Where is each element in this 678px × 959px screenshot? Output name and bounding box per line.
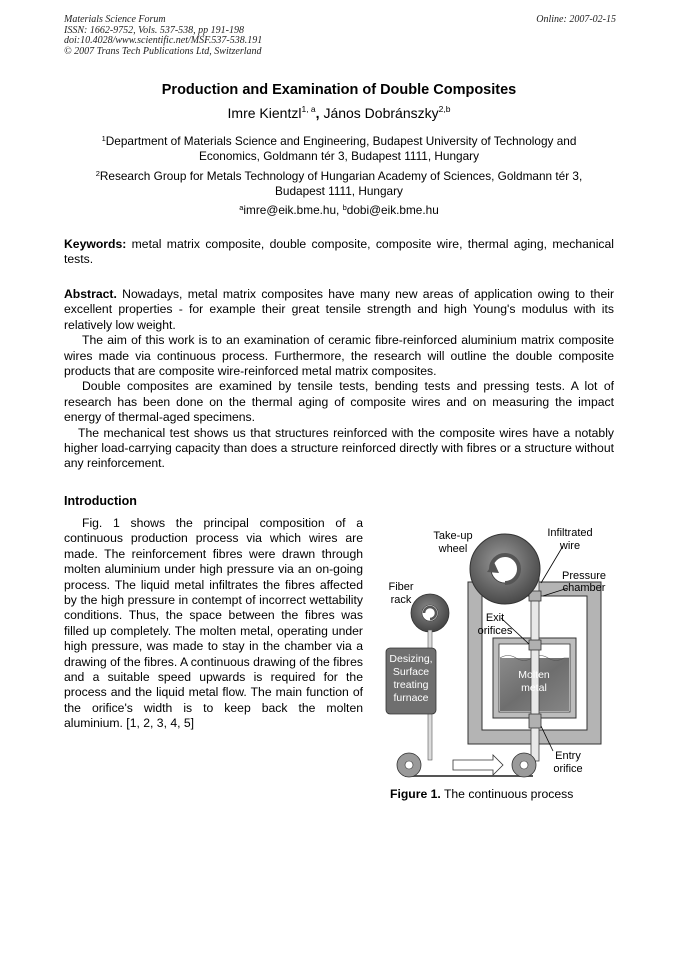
label-desizing: Desizing, <box>389 653 433 665</box>
abstract-p2: The aim of this work is to an examination of ceramic fibre-reinforced aluminium matrix composite wires made via continuous process. Furthermore, the research will outline the double composite products that are composite wire-reinforced metal matrix composites. <box>64 333 614 379</box>
email-b: dobi@eik.bme.hu <box>346 203 439 217</box>
label-infiltrated: Infiltrated <box>547 527 593 539</box>
affiliation-2-num: 2 <box>95 169 100 178</box>
take-up-wheel <box>470 534 540 604</box>
paper-title: Production and Examination of Double Composites <box>161 82 517 98</box>
email-a-sup: a <box>239 203 244 212</box>
entry-orifice <box>529 714 541 728</box>
affiliation-1-num: 1 <box>101 134 106 143</box>
wire-path <box>529 573 541 761</box>
label-chamber: chamber <box>562 582 606 594</box>
label-rack: rack <box>390 594 412 606</box>
introduction-text: Fig. 1 shows the principal composition of a continuous production process via which wires are made. The reinforcement fibres were drawn through molten aluminium under high pressure via an on-going process. The liquid metal infiltrates the fibres affected by the high pressure in contempt of incorrect wettability conditions. Thus, the space between the fibres was filled up completely. The molten metal, operating under high pressure, was made to stay in the chamber via a drawing of the fibres. A continuous drawing of the fibres and a suitable speed upwards is required for the process and the liquid metal flow. The main function of the orifice's width is to keep back the molten aluminium. [1, 2, 3, 4, 5] <box>64 516 363 731</box>
affiliation-1 <box>70 131 608 164</box>
introduction-heading: Introduction <box>64 494 137 508</box>
email-a: imre@eik.bme.hu <box>243 203 337 217</box>
label-pressure: Pressure <box>561 570 607 582</box>
abstract-p3: Double composites are examined by tensile tests, bending tests and pressing tests. A lot of research has been done on the thermal aging of composite wires and on measuring the impact energy of thermal-aged specimens. <box>64 379 614 425</box>
figure-caption <box>390 787 600 801</box>
label-surface: Surface <box>392 666 430 678</box>
label-exit: Exit <box>485 612 505 624</box>
label-entry: Entry <box>555 750 581 762</box>
abstract-p1 <box>64 287 614 333</box>
label-furnace: furnace <box>393 692 429 704</box>
affiliation-1-text: Department of Materials Science and Engineering, Budapest University of Technology and Economics, Goldmann tér 3, Budapest 1111, Hungary <box>105 134 577 163</box>
label-wire: wire <box>559 540 581 552</box>
caption-text: The continuous process <box>440 787 574 801</box>
label-wheel: wheel <box>438 543 468 555</box>
issn-line: ISSN: 1662-9752, Vols. 537-538, pp 191-198 <box>64 24 244 36</box>
author-2: János Dobránszky <box>323 105 439 121</box>
author-line <box>0 104 678 121</box>
copyright-line: © 2007 Trans Tech Publications Ltd, Switzerland <box>64 45 262 57</box>
affiliation-2-text: Research Group for Metals Technology of Hungarian Academy of Sciences, Goldmann tér 3, Budapest 1111, Hungary <box>99 169 583 198</box>
online-date: Online: 2007-02-15 <box>536 14 616 25</box>
abstract-p1-text: Nowadays, metal matrix composites have many new areas of application owing to their excellent properties - for example their great tensile strength and high Young's modulus with its relatively low weight. <box>64 287 614 332</box>
journal-header <box>64 15 262 57</box>
caption-label: Figure 1. <box>390 787 441 801</box>
label-fiber: Fiber <box>388 581 414 593</box>
journal-name: Materials Science Forum <box>64 14 166 25</box>
author-2-sup: 2,b <box>438 104 451 114</box>
doi-line: doi:10.4028/www.scientific.net/MSF.537-538.191 <box>64 35 263 46</box>
fiber-rack <box>411 594 449 632</box>
email-b-sup: b <box>342 203 347 212</box>
direction-arrow <box>453 755 503 775</box>
author-1: Imre Kientzl <box>227 105 302 121</box>
label-molten: Molten <box>518 669 550 681</box>
label-take-up: Take-up <box>433 530 473 542</box>
keywords-label: Keywords: <box>64 237 127 251</box>
bottom-rollers <box>397 753 536 777</box>
abstract-label: Abstract. <box>64 287 117 301</box>
label-orifices: orifices <box>477 625 513 637</box>
label-entry-orifice: orifice <box>553 763 583 775</box>
label-treating: treating <box>393 679 429 691</box>
email-separator: , <box>336 203 343 217</box>
process-diagram <box>383 518 623 788</box>
label-metal: metal <box>521 682 547 694</box>
affiliation-2 <box>70 166 608 199</box>
author-separator: , <box>315 105 324 121</box>
author-1-sup: 1, a <box>301 104 316 114</box>
abstract-p4: The mechanical test shows us that structures reinforced with the composite wires have a notably higher load-carrying capacity than does a structure reinforced directly with fibres or a structure without any reinforcement. <box>64 425 614 471</box>
abstract <box>64 287 614 472</box>
keywords-text: metal matrix composite, double composite, composite wire, thermal aging, mechanical tests. <box>64 237 614 267</box>
exit-orifice <box>529 640 541 650</box>
keywords <box>64 237 614 268</box>
email-line <box>0 203 678 217</box>
